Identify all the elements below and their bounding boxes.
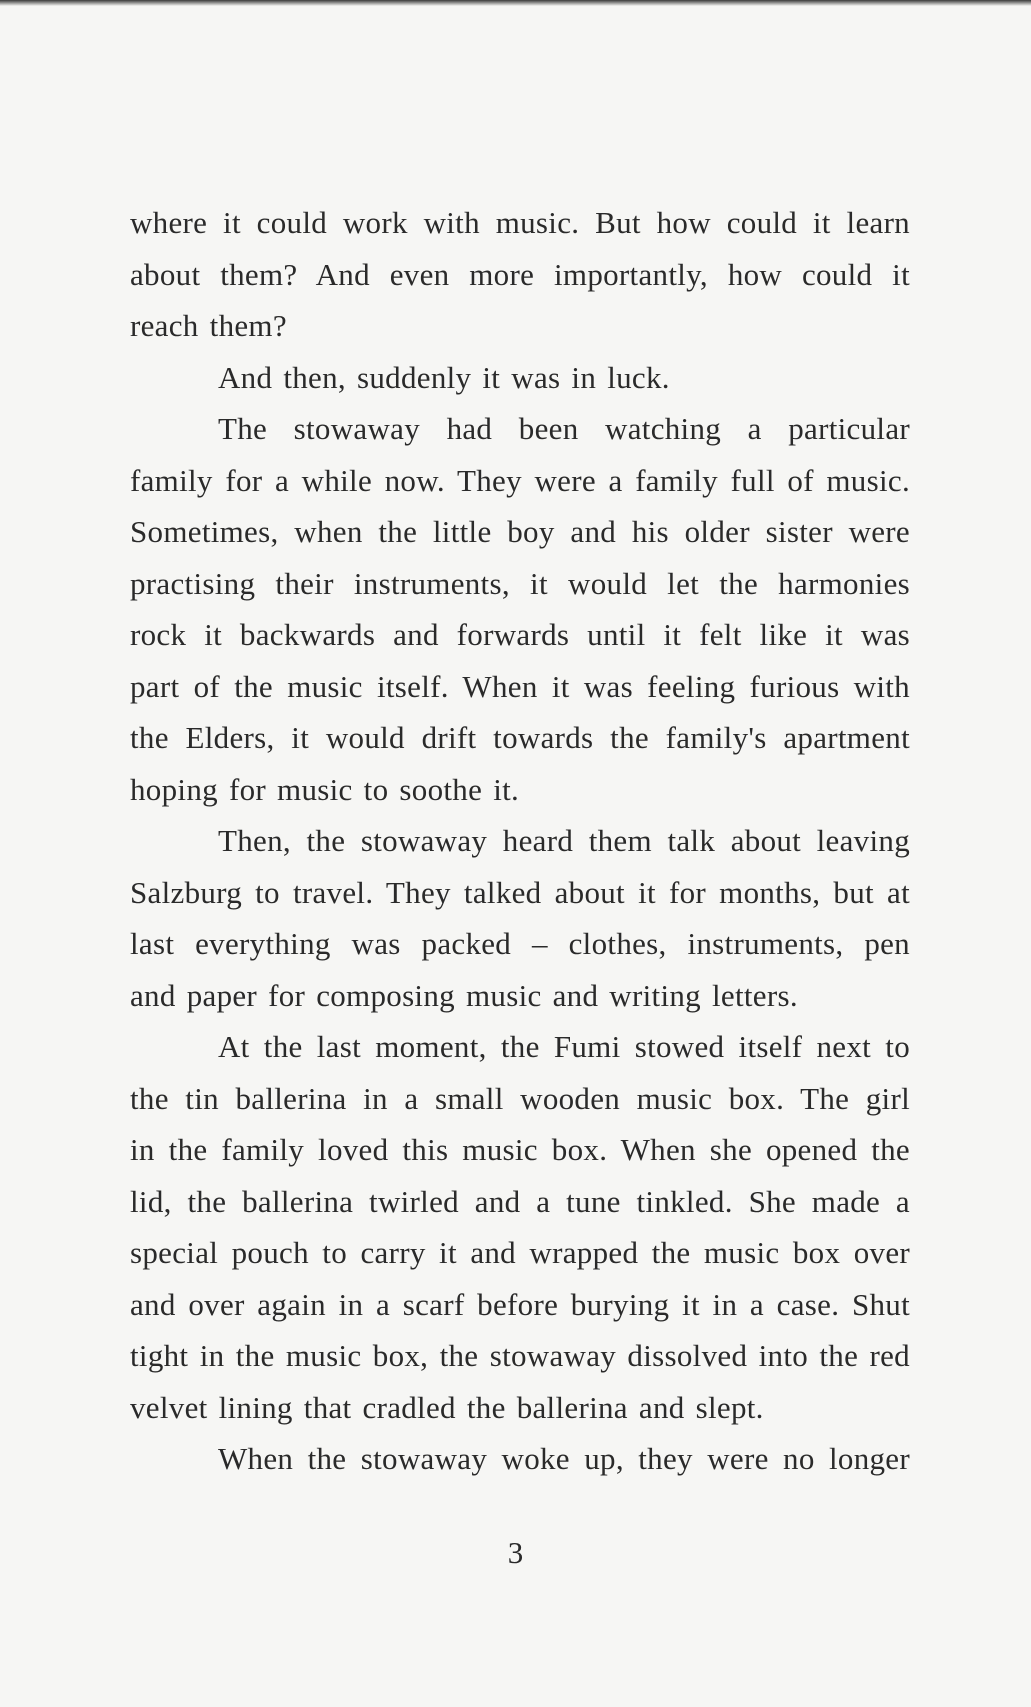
text-line: Then, the stowaway heard them talk about leaving [218, 823, 910, 858]
text-line: velvet lining that cradled the ballerina and slept. [130, 1389, 764, 1425]
text-line: Salzburg to travel. They talked about it for months, but at [130, 874, 910, 910]
text-line: and over again in a scarf before burying it in a case. Shut [130, 1286, 910, 1322]
text-line: practising their instruments, it would let the harmonies [130, 565, 910, 601]
text-line: the Elders, it would drift towards the family's apartment [130, 720, 910, 755]
text-line: At the last moment, the Fumi stowed itself next to [218, 1029, 910, 1064]
text-line: special pouch to carry it and wrapped the music box over [130, 1235, 910, 1270]
text-line: in the family loved this music box. When she opened the [130, 1132, 910, 1167]
text-line: Sometimes, when the little boy and his older sister were [130, 514, 910, 549]
text-line: last everything was packed – clothes, instruments, pen [130, 926, 910, 961]
page-top-edge [0, 0, 1031, 6]
text-line: where it could work with music. But how could it learn [130, 205, 910, 240]
text-line: hoping for music to soothe it. [130, 771, 520, 807]
text-line: the tin ballerina in a small wooden music box. The girl [130, 1080, 910, 1116]
text-line: family for a while now. They were a family full of music. [130, 462, 910, 498]
text-line: part of the music itself. When it was feeling furious with [130, 668, 910, 704]
text-line: When the stowaway woke up, they were no longer [218, 1441, 910, 1476]
text-line: The stowaway had been watching a particular [218, 411, 910, 446]
text-line: and paper for composing music and writing letters. [130, 977, 798, 1013]
text-line: lid, the ballerina twirled and a tune tinkled. She made a [130, 1183, 910, 1219]
text-line: reach them? [130, 308, 287, 343]
page-body [130, 197, 910, 1485]
text-line: about them? And even more importantly, how could it [130, 256, 910, 292]
text-line: rock it backwards and forwards until it felt like it was [130, 617, 910, 652]
text-line: And then, suddenly it was in luck. [218, 359, 670, 395]
text-line: tight in the music box, the stowaway dissolved into the red [130, 1338, 910, 1373]
page-number: 3 [507, 1535, 524, 1570]
